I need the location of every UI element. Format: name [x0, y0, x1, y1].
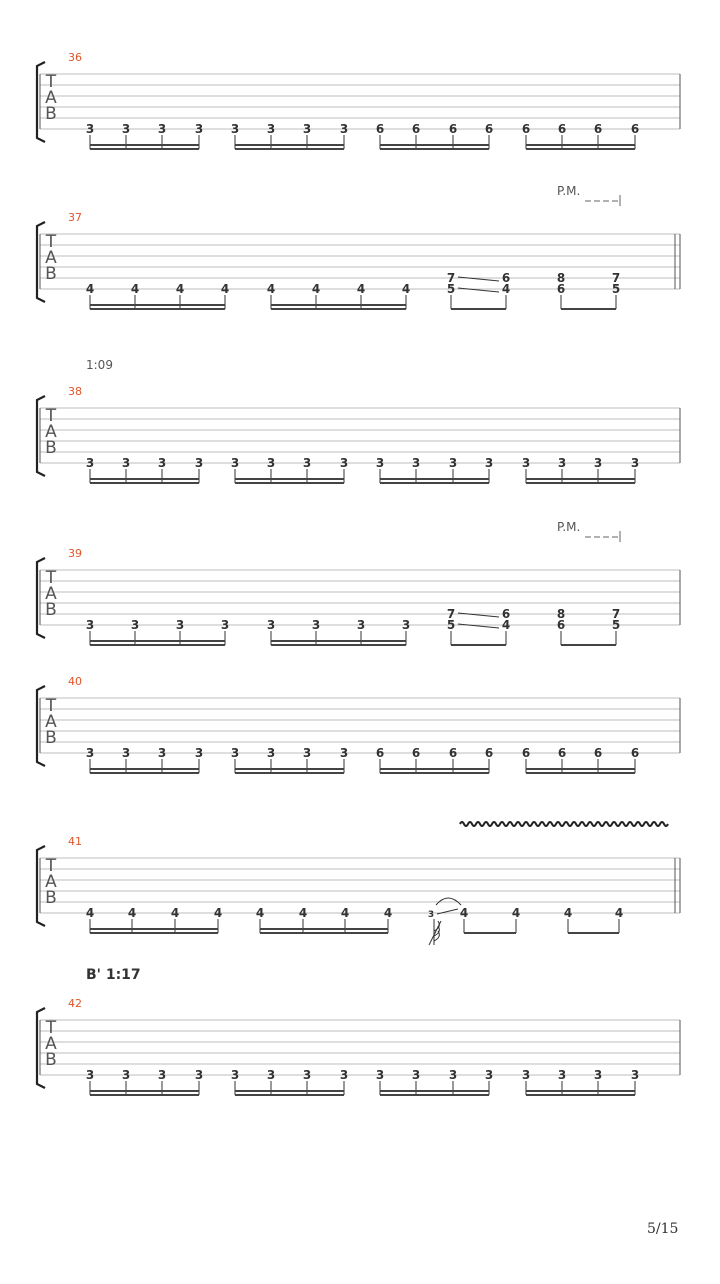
fret-number: 6 [501, 607, 511, 621]
fret-number: 6 [411, 746, 421, 760]
vibrato-line [460, 822, 668, 826]
beam-group [86, 282, 229, 309]
measure-number: 38 [68, 385, 82, 398]
tab-clef-letter: T [45, 696, 57, 716]
fret-number: 3 [175, 618, 185, 632]
tab-clef-letter: T [45, 406, 57, 426]
fret-number: 3 [630, 1068, 640, 1082]
page-number: 5/15 [647, 1221, 679, 1237]
fret-number: 3 [401, 618, 411, 632]
tab-clef-letter: A [45, 712, 57, 732]
fret-number: 3 [157, 1068, 167, 1082]
fret-number: 3 [375, 456, 385, 470]
beam-group [86, 1068, 203, 1095]
measure-number: 36 [68, 51, 82, 64]
fret-number: 3 [557, 456, 567, 470]
fret-number: 8 [556, 607, 566, 621]
fret-number: 4 [255, 906, 265, 920]
fret-number: 3 [85, 1068, 95, 1082]
tab-clef-letter: B [45, 888, 57, 908]
fret-number: 4 [501, 282, 511, 296]
tab-clef-letter: B [45, 264, 57, 284]
fret-number: 4 [356, 282, 366, 296]
fret-number: 3 [194, 456, 204, 470]
fret-number: 3 [266, 618, 276, 632]
beam-group [447, 271, 510, 309]
beam-group [231, 1068, 348, 1095]
fret-number: 5 [611, 618, 621, 632]
beam-group [267, 282, 410, 309]
fret-number: 3 [157, 456, 167, 470]
fret-number: 7 [611, 607, 621, 621]
beam-group [522, 1068, 639, 1095]
tab-clef-letter: T [45, 568, 57, 588]
fret-number: 4 [213, 906, 223, 920]
fret-number: 3 [230, 456, 240, 470]
fret-number: 4 [266, 282, 276, 296]
beam-group [564, 906, 623, 933]
fret-number: 4 [563, 906, 573, 920]
fret-number: 6 [375, 122, 385, 136]
fret-number: 3 [302, 746, 312, 760]
fret-number: 4 [501, 618, 511, 632]
tab-system-42 [37, 967, 680, 1095]
fret-number: 3 [121, 746, 131, 760]
fret-number: 7 [446, 607, 456, 621]
tab-system-40 [37, 675, 680, 773]
fret-number: 3 [302, 456, 312, 470]
fret-number: 3 [411, 1068, 421, 1082]
fret-number: 6 [593, 122, 603, 136]
fret-number: 6 [484, 122, 494, 136]
fret-number: 3 [484, 1068, 494, 1082]
fret-number: 4 [311, 282, 321, 296]
tab-clef-letter: A [45, 1034, 57, 1054]
fret-number: 4 [85, 282, 95, 296]
beam-group [447, 607, 510, 645]
fret-number: 3 [411, 456, 421, 470]
beam-group [267, 618, 410, 645]
fret-number: 6 [411, 122, 421, 136]
beam-group [376, 1068, 493, 1095]
fret-number: 3 [194, 746, 204, 760]
fret-number: 3 [266, 122, 276, 136]
fret-number: 5 [611, 282, 621, 296]
fret-number: 8 [556, 271, 566, 285]
palm-mute-marker: P.M. [557, 520, 581, 534]
fret-number: 3 [521, 456, 531, 470]
tab-clef-letter: A [45, 872, 57, 892]
fret-number: 3 [157, 122, 167, 136]
measure-number: 39 [68, 547, 82, 560]
tab-clef-letter: T [45, 856, 57, 876]
fret-number: 6 [593, 746, 603, 760]
fret-number: 3 [220, 618, 230, 632]
fret-number: 3 [339, 456, 349, 470]
beam-group [86, 618, 229, 645]
tab-clef-letter: B [45, 438, 57, 458]
measure-number: 37 [68, 211, 82, 224]
fret-number: 3 [339, 122, 349, 136]
beam-group [436, 898, 520, 933]
fret-number: 3 [484, 456, 494, 470]
measure-number: 41 [68, 835, 82, 848]
fret-number: 3 [230, 746, 240, 760]
fret-number: 3 [375, 1068, 385, 1082]
fret-number: 3 [448, 456, 458, 470]
beam-group [231, 122, 348, 149]
fret-number: 5 [446, 618, 456, 632]
fret-number: 3 [230, 122, 240, 136]
fret-number: 3 [157, 746, 167, 760]
beam-group [522, 122, 639, 149]
fret-number: 3 [339, 746, 349, 760]
fret-number: 3 [593, 1068, 603, 1082]
tab-clef-letter: B [45, 600, 57, 620]
tab-clef-letter: A [45, 248, 57, 268]
fret-number: 3 [311, 618, 321, 632]
fret-number: 6 [630, 746, 640, 760]
tab-clef-letter: A [45, 88, 57, 108]
fret-number: 6 [630, 122, 640, 136]
fret-number: 3 [121, 1068, 131, 1082]
fret-number: 3 [557, 1068, 567, 1082]
fret-number: 4 [459, 906, 469, 920]
fret-number: 4 [383, 906, 393, 920]
fret-number: 3 [85, 618, 95, 632]
tab-clef-letter: A [45, 584, 57, 604]
tab-system-37 [37, 184, 680, 309]
fret-number: 3 [85, 746, 95, 760]
beam-group [557, 271, 620, 309]
fret-number: 3 [266, 1068, 276, 1082]
tab-clef-letter: B [45, 728, 57, 748]
tab-clef-letter: B [45, 104, 57, 124]
tab-clef-letter: A [45, 422, 57, 442]
tab-clef-letter: T [45, 72, 57, 92]
beam-group [86, 906, 222, 933]
fret-number: 3 [130, 618, 140, 632]
beam-group [557, 607, 620, 645]
beam-group [86, 456, 203, 483]
fret-number: 3 [427, 910, 435, 920]
beam-group [522, 456, 639, 483]
tab-clef-letter: T [45, 1018, 57, 1038]
fret-number: 4 [614, 906, 624, 920]
fret-number: 3 [356, 618, 366, 632]
fret-number: 6 [557, 746, 567, 760]
beam-group [522, 746, 639, 773]
fret-number: 3 [448, 1068, 458, 1082]
fret-number: 3 [521, 1068, 531, 1082]
fret-number: 6 [557, 122, 567, 136]
fret-number: 4 [220, 282, 230, 296]
fret-number: 3 [121, 456, 131, 470]
fret-number: 4 [170, 906, 180, 920]
fret-number: 6 [484, 746, 494, 760]
measure-number: 42 [68, 997, 82, 1010]
tab-system-36 [37, 51, 680, 149]
tab-system-38 [37, 358, 680, 483]
fret-number: 3 [85, 122, 95, 136]
fret-number: 3 [302, 1068, 312, 1082]
fret-number: 3 [230, 1068, 240, 1082]
beam-group [376, 122, 493, 149]
beam-group [256, 906, 392, 933]
fret-number: 6 [501, 271, 511, 285]
fret-number: 3 [266, 746, 276, 760]
fret-number: 3 [85, 456, 95, 470]
fret-number: 4 [298, 906, 308, 920]
fret-number: 4 [127, 906, 137, 920]
fret-number: 4 [511, 906, 521, 920]
beam-group [231, 746, 348, 773]
fret-number: 7 [446, 271, 456, 285]
fret-number: 7 [611, 271, 621, 285]
palm-mute-marker: P.M. [557, 184, 581, 198]
fret-number: 6 [448, 122, 458, 136]
fret-number: 3 [194, 122, 204, 136]
fret-number: 3 [194, 1068, 204, 1082]
beam-group [376, 456, 493, 483]
beam-group [231, 456, 348, 483]
fret-number: 4 [340, 906, 350, 920]
fret-number: 4 [401, 282, 411, 296]
beam-group [376, 746, 493, 773]
fret-number: 6 [521, 746, 531, 760]
tab-system-41 [37, 822, 680, 945]
fret-number: 3 [630, 456, 640, 470]
fret-number: 3 [593, 456, 603, 470]
tab-clef-letter: T [45, 232, 57, 252]
beam-group [86, 122, 203, 149]
fret-number: 4 [85, 906, 95, 920]
tab-clef-letter: B [45, 1050, 57, 1070]
fret-number: 3 [302, 122, 312, 136]
fret-number: 4 [130, 282, 140, 296]
fret-number: 3 [266, 456, 276, 470]
fret-number: 3 [339, 1068, 349, 1082]
beam-group [86, 746, 203, 773]
beam-group [428, 910, 441, 945]
measure-number: 40 [68, 675, 82, 688]
fret-number: 6 [556, 282, 566, 296]
fret-number: 3 [121, 122, 131, 136]
fret-number: 4 [175, 282, 185, 296]
fret-number: 6 [448, 746, 458, 760]
fret-number: 6 [521, 122, 531, 136]
fret-number: 5 [446, 282, 456, 296]
fret-number: 6 [375, 746, 385, 760]
tab-system-39 [37, 520, 680, 645]
timestamp-marker: 1:09 [86, 358, 113, 372]
section-marker: B' 1:17 [86, 967, 141, 983]
fret-number: 6 [556, 618, 566, 632]
